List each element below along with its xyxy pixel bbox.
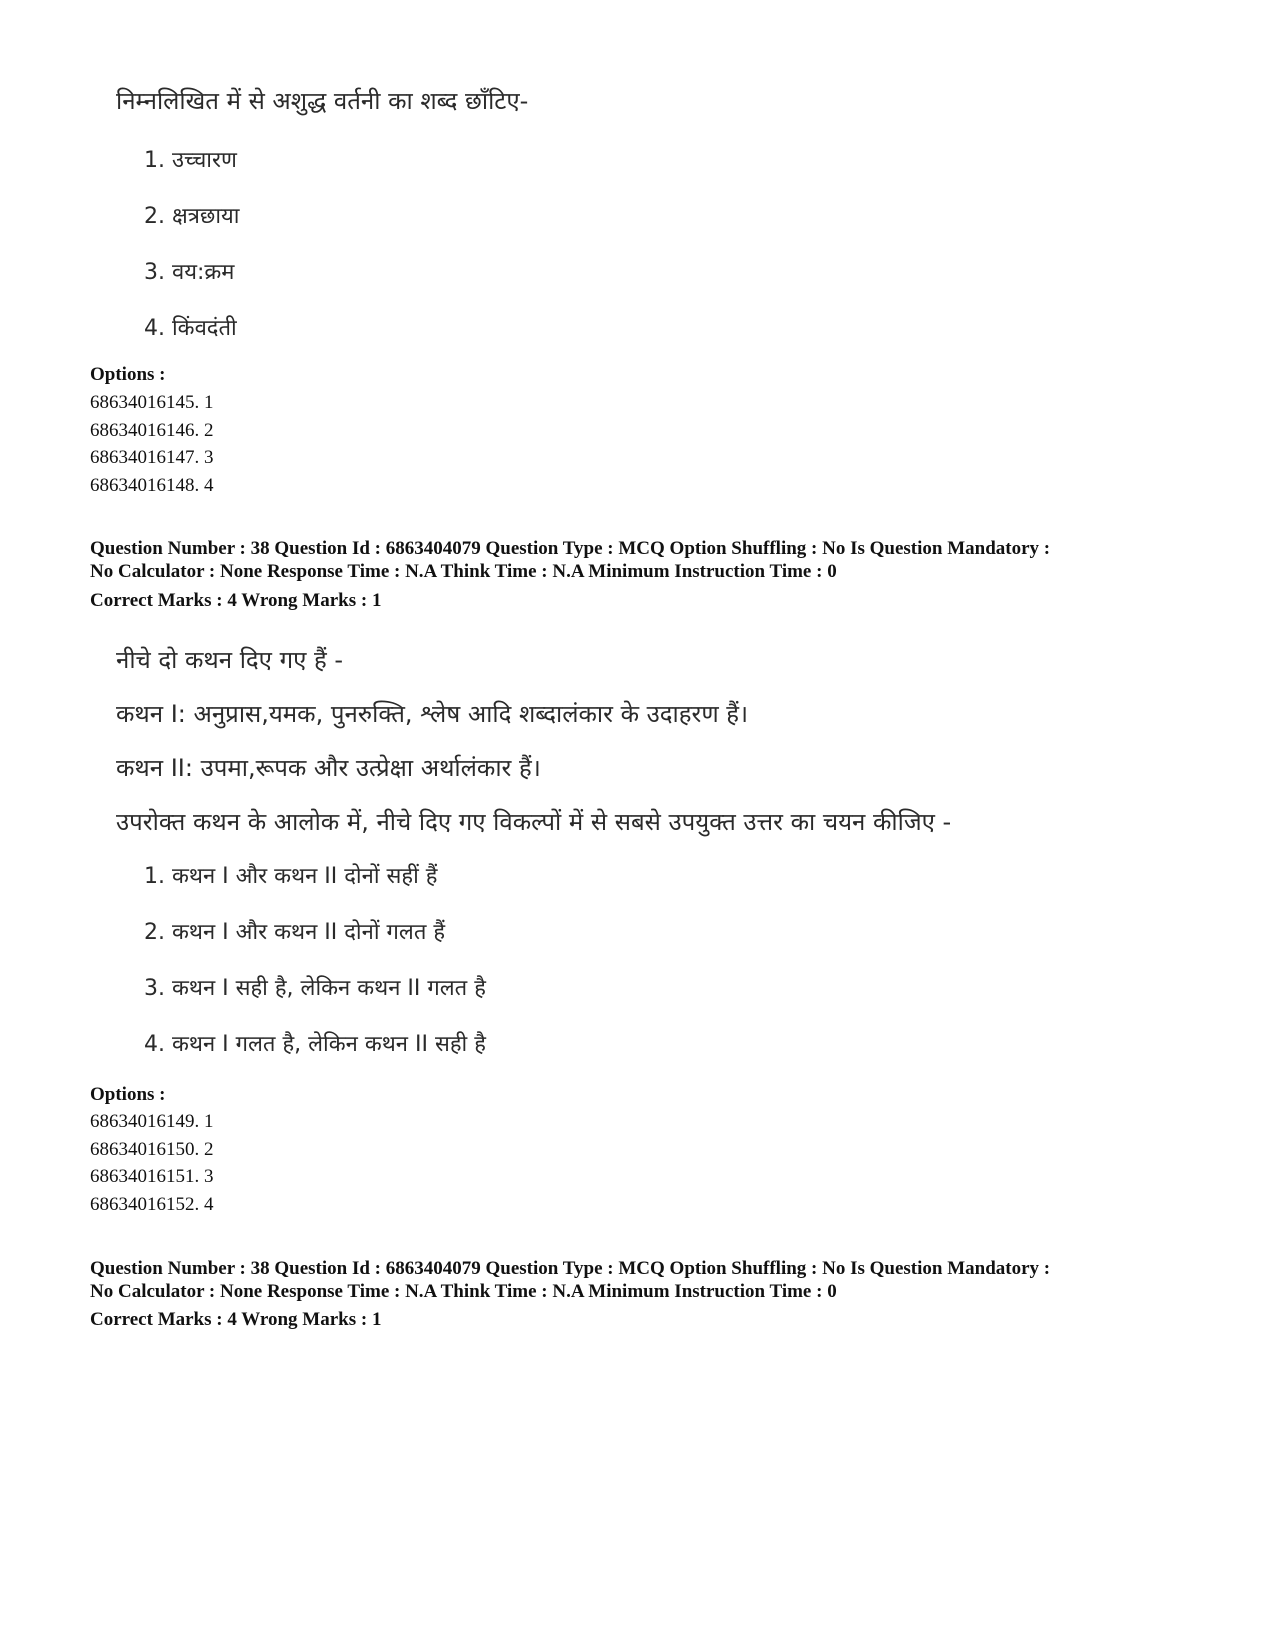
q37-option-4: 68634016148. 4: [90, 475, 214, 496]
q38-choice-1: 1. कथन I और कथन II दोनों सहीं हैं: [144, 864, 438, 889]
q38-option-3: 68634016151. 3: [90, 1166, 214, 1187]
q38-options-heading: Options :: [90, 1084, 166, 1105]
q37-choice-3: 3. वय:क्रम: [144, 260, 235, 285]
q38-marks: Correct Marks : 4 Wrong Marks : 1: [90, 590, 382, 611]
q37-options-heading: Options :: [90, 364, 166, 385]
q38-meta-line2: No Calculator : None Response Time : N.A Think Time : N.A Minimum Instruction Time : 0: [90, 561, 837, 582]
q38-choice-4: 4. कथन I गलत है, लेकिन कथन II सही है: [144, 1032, 486, 1057]
q38-choice-3: 3. कथन I सही है, लेकिन कथन II गलत है: [144, 976, 486, 1001]
q38-stem-line3: कथन II: उपमा,रूपक और उत्प्रेक्षा अर्थालंकार हैं।: [116, 754, 541, 782]
q38-stem-line1: नीचे दो कथन दिए गए हैं -: [116, 646, 344, 674]
q37-stem: निम्नलिखित में से अशुद्ध वर्तनी का शब्द छाँटिए-: [116, 87, 529, 115]
q39-meta-line1: Question Number : 38 Question Id : 6863404079 Question Type : MCQ Option Shuffling : No Is Question Mandatory :: [90, 1258, 1051, 1279]
q38-stem-line4: उपरोक्त कथन के आलोक में, नीचे दिए गए विकल्पों में से सबसे उपयुक्त उत्तर का चयन कीजिए -: [116, 808, 952, 836]
q37-option-2: 68634016146. 2: [90, 420, 214, 441]
q38-option-4: 68634016152. 4: [90, 1194, 214, 1215]
q39-marks: Correct Marks : 4 Wrong Marks : 1: [90, 1309, 382, 1330]
q38-choice-2: 2. कथन I और कथन II दोनों गलत हैं: [144, 920, 446, 945]
q37-option-1: 68634016145. 1: [90, 392, 214, 413]
q39-meta-line2: No Calculator : None Response Time : N.A Think Time : N.A Minimum Instruction Time : 0: [90, 1281, 837, 1302]
q37-choice-1: 1. उच्चारण: [144, 148, 237, 173]
q37-choice-2: 2. क्षत्रछाया: [144, 204, 240, 229]
q38-stem-line2: कथन I: अनुप्रास,यमक, पुनरुक्ति, श्लेष आदि शब्दालंकार के उदाहरण हैं।: [116, 700, 749, 728]
q38-option-2: 68634016150. 2: [90, 1139, 214, 1160]
q37-option-3: 68634016147. 3: [90, 447, 214, 468]
q38-meta-line1: Question Number : 38 Question Id : 6863404079 Question Type : MCQ Option Shuffling : No Is Question Mandatory :: [90, 538, 1051, 559]
q37-choice-4: 4. किंवदंती: [144, 316, 237, 341]
q38-option-1: 68634016149. 1: [90, 1111, 214, 1132]
